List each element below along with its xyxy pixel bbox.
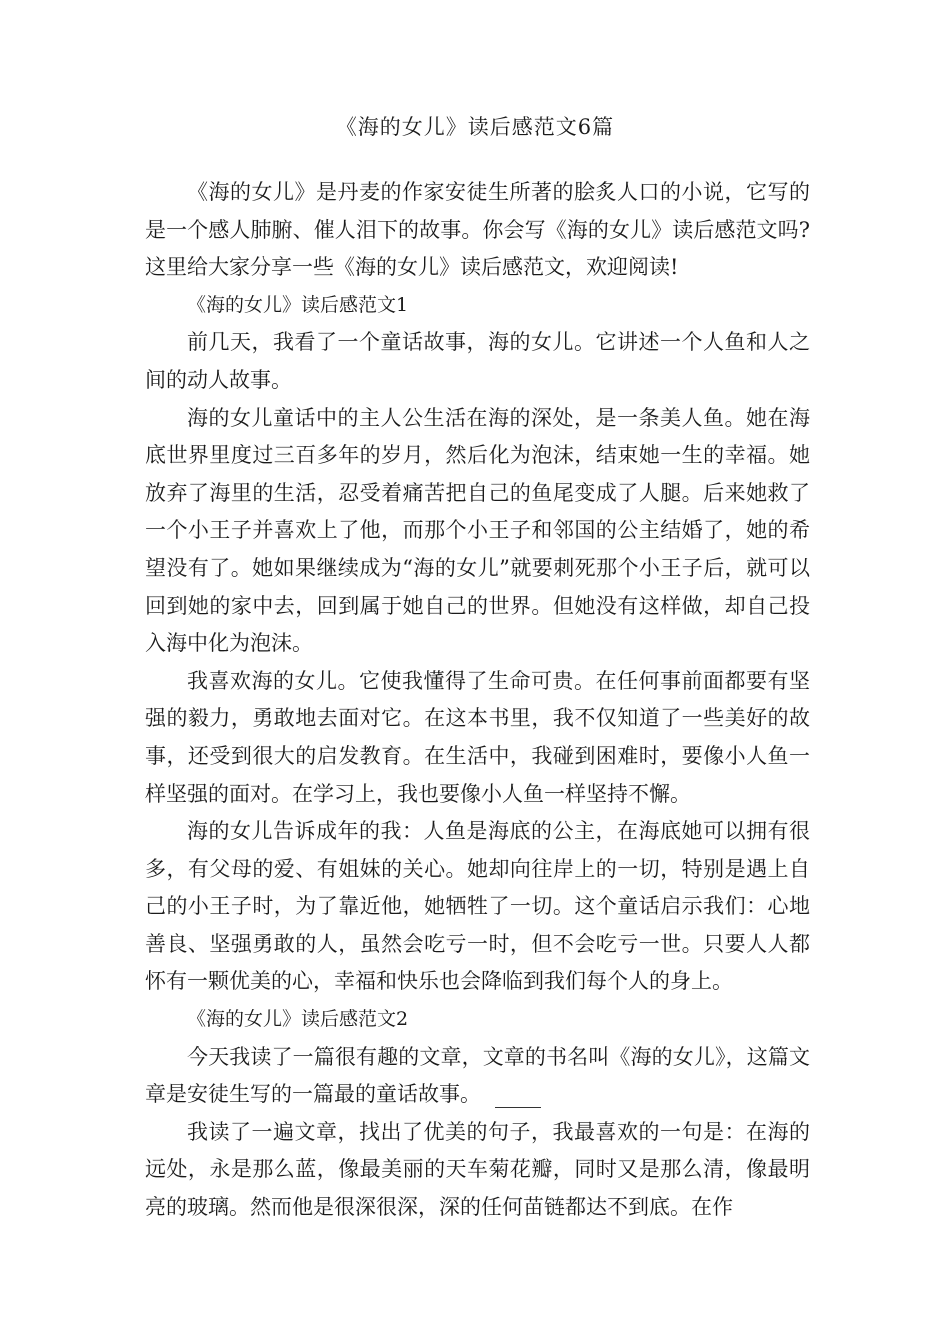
paragraph: 前几天，我看了一个童话故事，海的女儿。它讲述一个人鱼和人之间的动人故事。 bbox=[145, 330, 810, 392]
paragraph: 我读了一遍文章，找出了优美的句子，我最喜欢的一句是：在海的远处，永是那么蓝，像最美丽的天车菊花瓣，同时又是那么清，像最明亮的玻璃。然而他是很深很深，深的任何苗链都达不到底。在作 bbox=[145, 1119, 810, 1220]
document-body bbox=[145, 174, 810, 1227]
intro-paragraph: 《海的女儿》是丹麦的作家安徒生所著的脍炙人口的小说，它写的是一个感人肺腑、催人泪下的故事。你会写《海的女儿》读后感范文吗?这里给大家分享一些《海的女儿》读后感范文，欢迎阅读! bbox=[145, 180, 810, 280]
underline-mark bbox=[495, 1107, 541, 1108]
section-heading-2: 《海的女儿》读后感范文2 bbox=[187, 1008, 409, 1031]
paragraph: 今天我读了一篇很有趣的文章，文章的书名叫《海的女儿》，这篇文章是安徒生写的一篇最的童话故事。 bbox=[145, 1044, 810, 1107]
paragraph: 海的女儿童话中的主人公生活在海的深处，是一条美人鱼。她在海底世界里度过三百多年的岁月，然后化为泡沫，结束她一生的幸福。她放弃了海里的生活，忍受着痛苦把自己的鱼尾变成了人腿。后来她救了一个小王子并喜欢上了他，而那个小王子和邻国的公主结婚了，她的希望没有了。她如果继续成为“海的女儿”就要刺死那个小王子后，就可以回到她的家中去，回到属于她自己的世界。但她没有这样做，却自己投入海中化为泡沫。 bbox=[145, 405, 810, 656]
paragraph: 我喜欢海的女儿。它使我懂得了生命可贵。在任何事前面都要有坚强的毅力，勇敢地去面对它。在这本书里，我不仅知道了一些美好的故事，还受到很大的启发教育。在生活中，我碰到困难时，要像小人鱼一样坚强的面对。在学习上，我也要像小人鱼一样坚持不懈。 bbox=[145, 668, 810, 806]
document-title: 《海的女儿》读后感范文6篇 bbox=[335, 115, 615, 139]
paragraph: 海的女儿告诉成年的我：人鱼是海底的公主，在海底她可以拥有很多，有父母的爱、有姐妹的关心。她却向往岸上的一切，特别是遇上自己的小王子时，为了靠近他，她牺牲了一切。这个童话启示我们：心地善良、坚强勇敢的人，虽然会吃亏一时，但不会吃亏一世。只要人人都怀有一颗优美的心，幸福和快乐也会降临到我们每个人的身上。 bbox=[145, 819, 810, 994]
section-heading-1: 《海的女儿》读后感范文1 bbox=[187, 293, 409, 316]
